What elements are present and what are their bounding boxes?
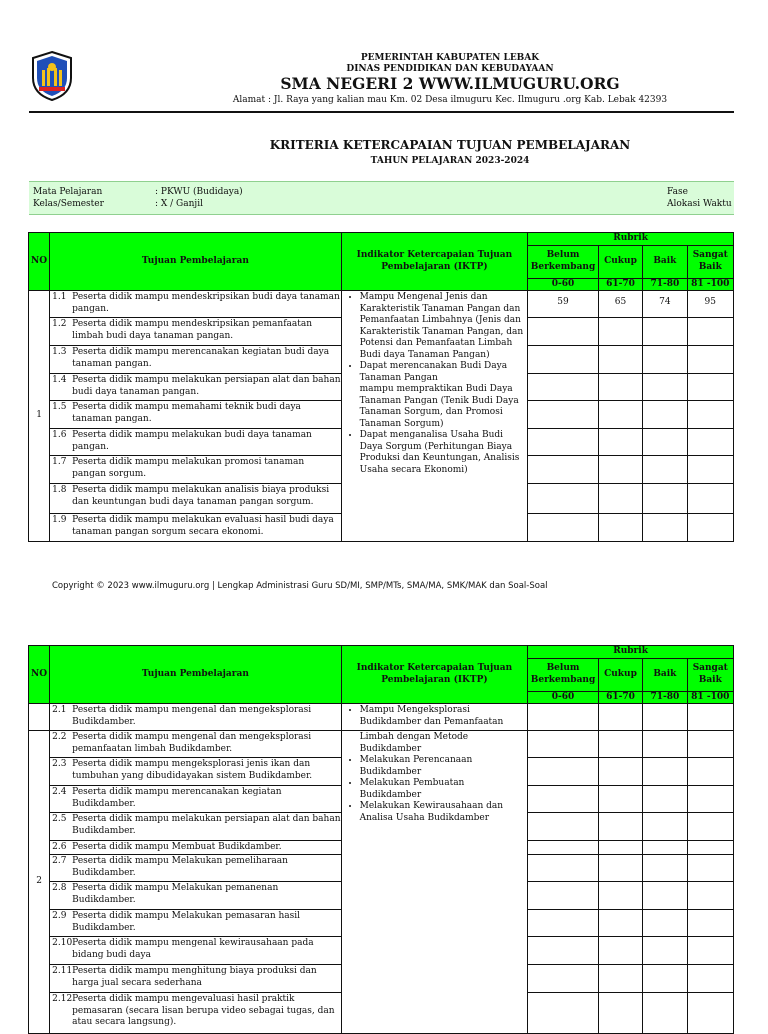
score-cell xyxy=(687,731,733,758)
score-cell xyxy=(687,882,733,910)
objective-cell xyxy=(50,993,341,1034)
score-cell xyxy=(598,937,642,965)
score-cell xyxy=(643,910,687,937)
header-baik: Baik xyxy=(643,245,687,278)
objective-text: Peserta didik mampu mengenal dan mengeksplorasi pemanfaatan limbah Budikdamber. xyxy=(72,732,312,754)
objective-text: Peserta didik mampu melakukan persiapan alat dan bahan Budikdamber. xyxy=(72,814,341,836)
table-row xyxy=(29,731,734,758)
range-cukup: 61-70 xyxy=(598,278,642,291)
objective-text: Peserta didik mampu mendeskripsikan pemanfaatan limbah budi daya tanaman pangan. xyxy=(72,319,313,341)
score-cell xyxy=(528,965,599,993)
criteria-table-1 xyxy=(28,232,734,542)
objective-number: 2.10 xyxy=(52,938,73,948)
objective-cell xyxy=(50,318,341,346)
score-cell xyxy=(643,514,687,542)
score-cell xyxy=(598,456,642,484)
objective-cell xyxy=(50,965,341,993)
score-cell xyxy=(598,993,642,1034)
score-cell xyxy=(528,456,599,484)
objective-number: 2.12 xyxy=(52,994,73,1004)
score-cell xyxy=(687,401,733,429)
objective-text: Peserta didik mampu merencanakan kegiatan Budikdamber. xyxy=(72,787,282,809)
copyright-footer: Copyright © 2023 www.ilmuguru.org | Lengkap Administrasi Guru SD/MI, SMP/MTs, SMA/MA, SMK/MAK dan Soal-Soal xyxy=(52,581,548,591)
objective-text: Peserta didik mampu Melakukan pemeliharaan Budikdamber. xyxy=(72,856,288,878)
score-cell xyxy=(598,704,642,731)
score-cell xyxy=(528,882,599,910)
score-cell xyxy=(687,346,733,374)
criteria-table-2 xyxy=(28,645,734,1034)
range-belum: 0-60 xyxy=(528,691,599,704)
score-cell xyxy=(687,786,733,813)
indicator-cell xyxy=(341,731,528,1034)
objective-cell xyxy=(50,731,341,758)
objective-number: 2.2 xyxy=(52,732,67,742)
objective-cell xyxy=(50,456,341,484)
score-cell xyxy=(643,429,687,456)
objective-text: Peserta didik mampu mengenal dan mengeksplorasi Budikdamber. xyxy=(72,705,312,727)
header-address: Alamat : Jl. Raya yang kalian mau Km. 02 Desa ilmuguru Kec. Ilmuguru .org Kab. Lebak 42393 xyxy=(232,95,668,105)
indicator-item: • Melakukan Perencanaan Budikdamber xyxy=(360,755,524,778)
score-cell xyxy=(643,401,687,429)
indicator-continuation: Limbah dengan Metode Budikdamber xyxy=(359,732,469,754)
objective-number: 2.3 xyxy=(52,759,67,769)
score-cell xyxy=(528,346,599,374)
objective-text: Peserta didik mampu melakukan budi daya tanaman pangan. xyxy=(72,430,312,452)
score-cell xyxy=(687,429,733,456)
header-cukup: Cukup xyxy=(598,245,642,278)
score-cell xyxy=(528,484,599,514)
objective-number: 2.9 xyxy=(52,911,67,921)
header-sangat: Sangat Baik xyxy=(687,245,733,278)
objective-cell xyxy=(50,429,341,456)
score-cell xyxy=(598,374,642,401)
objective-number: 2.8 xyxy=(52,883,67,893)
score-cell xyxy=(598,346,642,374)
score-cell xyxy=(598,318,642,346)
score-cell xyxy=(687,484,733,514)
objective-cell xyxy=(50,841,341,855)
score-cell xyxy=(643,841,687,855)
objective-cell xyxy=(50,882,341,910)
objective-text: Peserta didik mampu Melakukan pemanenan Budikdamber. xyxy=(72,883,279,905)
score-cell xyxy=(643,813,687,841)
score-cell xyxy=(643,484,687,514)
header-belum: Belum Berkembang xyxy=(528,245,599,278)
objective-number: 2.11 xyxy=(52,966,73,976)
objective-number: 1.5 xyxy=(52,402,67,412)
objective-text: Peserta didik mampu melakukan analisis biaya produksi dan keuntungan budi daya tanaman pangan sorgum. xyxy=(72,485,330,507)
score-cell xyxy=(643,882,687,910)
score-cell xyxy=(528,786,599,813)
score-cell xyxy=(687,514,733,542)
indicator-item: • Melakukan Pembuatan Budikdamber xyxy=(360,778,524,801)
class-value: : X / Ganjil xyxy=(155,199,203,209)
score-cell xyxy=(528,910,599,937)
objective-number: 2.4 xyxy=(52,787,67,797)
score-cell xyxy=(643,456,687,484)
score-cell xyxy=(528,841,599,855)
objective-cell xyxy=(50,374,341,401)
header-department: DINAS PENDIDIKAN DAN KEBUDAYAAN xyxy=(346,64,554,74)
phase-label: Fase xyxy=(667,187,688,197)
score-cell xyxy=(598,841,642,855)
objective-number: 2.6 xyxy=(52,842,67,852)
indicator-text: Dapat merencanakan Budi Daya Tanaman Pangan xyxy=(359,361,508,383)
score-cell xyxy=(528,731,599,758)
info-band xyxy=(29,181,734,215)
score-cell xyxy=(528,993,599,1034)
objective-number: 1.3 xyxy=(52,347,67,357)
indicator-cell xyxy=(341,704,528,731)
score-cell xyxy=(528,813,599,841)
document-subtitle: TAHUN PELAJARAN 2023-2024 xyxy=(370,156,530,166)
score-cell xyxy=(643,731,687,758)
objective-text: Peserta didik mampu melakukan persiapan alat dan bahan budi daya tanaman pangan. xyxy=(72,375,341,397)
score-belum: 59 xyxy=(528,291,599,318)
objective-cell xyxy=(50,484,341,514)
score-cell xyxy=(598,401,642,429)
score-cell xyxy=(598,910,642,937)
row-number: 2 xyxy=(29,731,50,1034)
objective-cell xyxy=(50,346,341,374)
score-cell xyxy=(643,318,687,346)
objective-cell xyxy=(50,786,341,813)
score-cell xyxy=(643,855,687,882)
objective-number: 1.8 xyxy=(52,485,67,495)
score-cell xyxy=(528,704,599,731)
row-number-empty xyxy=(29,704,50,731)
indicator-text: mampu mempraktikan Budi Daya Tanaman Pangan (Tenik Budi Daya Tanaman Sorgum, dan Promosi Tanaman Sorgum) xyxy=(359,384,519,429)
score-cell xyxy=(528,937,599,965)
objective-cell xyxy=(50,291,341,318)
score-cell xyxy=(598,514,642,542)
range-belum: 0-60 xyxy=(528,278,599,291)
objective-number: 1.7 xyxy=(52,457,67,467)
row-number: 1 xyxy=(29,291,50,542)
time-allocation-label: Alokasi Waktu xyxy=(667,199,732,209)
class-label: Kelas/Semester xyxy=(33,199,104,209)
table-row xyxy=(29,704,734,731)
score-cell xyxy=(687,855,733,882)
objective-text: Peserta didik mampu menghitung biaya produksi dan harga jual secara sederhana xyxy=(72,966,317,988)
objective-number: 1.1 xyxy=(52,292,67,302)
score-cell xyxy=(598,813,642,841)
header-divider xyxy=(29,111,734,113)
objective-text: Peserta didik mampu memahami teknik budi daya tanaman pangan. xyxy=(72,402,301,424)
score-cell xyxy=(598,786,642,813)
header-government: PEMERINTAH KABUPATEN LEBAK xyxy=(360,53,540,63)
header-sangat: Sangat Baik xyxy=(687,658,733,691)
score-cell xyxy=(687,374,733,401)
header-baik: Baik xyxy=(643,658,687,691)
score-cell xyxy=(643,346,687,374)
objective-cell xyxy=(50,401,341,429)
objective-cell xyxy=(50,910,341,937)
score-baik: 74 xyxy=(643,291,687,318)
objective-cell xyxy=(50,758,341,786)
header-no: NO xyxy=(29,646,50,704)
score-cell xyxy=(687,456,733,484)
score-cell xyxy=(528,374,599,401)
score-cell xyxy=(643,993,687,1034)
score-cell xyxy=(687,813,733,841)
objective-cell xyxy=(50,855,341,882)
objective-text: Peserta didik mampu mengenal kewirausahaan pada bidang budi daya xyxy=(72,938,314,960)
document-title: KRITERIA KETERCAPAIAN TUJUAN PEMBELAJARAN xyxy=(269,138,631,152)
header-rubrik: Rubrik xyxy=(528,646,734,659)
score-cell xyxy=(687,318,733,346)
header-school-name: SMA NEGERI 2 WWW.ILMUGURU.ORG xyxy=(280,74,620,93)
objective-text: Peserta didik mampu Melakukan pemasaran hasil Budikdamber. xyxy=(72,911,301,933)
range-sangat: 81 -100 xyxy=(687,691,733,704)
objective-number: 1.9 xyxy=(52,515,67,525)
score-sangat: 95 xyxy=(687,291,733,318)
header-indikator: Indikator Ketercapaian Tujuan Pembelajaran (IKTP) xyxy=(341,646,528,704)
header-tujuan: Tujuan Pembelajaran xyxy=(50,646,341,704)
score-cell xyxy=(598,758,642,786)
score-cell xyxy=(687,993,733,1034)
score-cell xyxy=(598,731,642,758)
range-cukup: 61-70 xyxy=(598,691,642,704)
objective-number: 2.7 xyxy=(52,856,67,866)
header-tujuan: Tujuan Pembelajaran xyxy=(50,233,341,291)
indicator-item: • Mampu Mengeksplorasi Budikdamber dan Pemanfaatan xyxy=(360,705,524,728)
objective-text: Peserta didik mampu mendeskripsikan budi daya tanaman pangan. xyxy=(72,292,340,314)
indicator-item: • Dapat menganalisa Usaha Budi Daya Sorgum (Perhitungan Biaya Produksi dan Keuntungan, Analisis Usaha secara Ekonomi) xyxy=(360,430,524,476)
objective-number: 1.4 xyxy=(52,375,67,385)
score-cell xyxy=(598,484,642,514)
score-cukup: 65 xyxy=(598,291,642,318)
objective-text: Peserta didik mampu Membuat Budikdamber. xyxy=(72,842,282,852)
score-cell xyxy=(598,965,642,993)
score-cell xyxy=(643,374,687,401)
objective-text: Peserta didik mampu melakukan evaluasi hasil budi daya tanaman pangan sorgum secara ekonomi. xyxy=(72,515,334,537)
score-cell xyxy=(528,514,599,542)
objective-number: 1.2 xyxy=(52,319,67,329)
objective-cell xyxy=(50,514,341,542)
score-cell xyxy=(528,429,599,456)
objective-cell xyxy=(50,704,341,731)
indicator-item: • Mampu Mengenal Jenis dan Karakteristik Tanaman Pangan dan Pemanfaatan Limbahnya (Jenis dan Karakteristik Tanaman Pangan, dan Potensi dan Pemanfaatan Limbah Budi daya Tanaman Pangan) xyxy=(360,292,524,361)
indicator-item xyxy=(360,361,524,430)
score-cell xyxy=(687,965,733,993)
objective-text: Peserta didik mampu merencanakan kegiatan budi daya tanaman pangan. xyxy=(72,347,330,369)
range-baik: 71-80 xyxy=(643,691,687,704)
score-cell xyxy=(687,704,733,731)
score-cell xyxy=(528,758,599,786)
objective-text: Peserta didik mampu mengevaluasi hasil praktik pemasaran (secara lisan berupa video sebagai tugas, dan atau secara langsung). xyxy=(72,994,335,1027)
score-cell xyxy=(598,855,642,882)
header-indikator: Indikator Ketercapaian Tujuan Pembelajaran (IKTP) xyxy=(341,233,528,291)
objective-number: 2.1 xyxy=(52,705,67,715)
table-row xyxy=(29,291,734,318)
subject-value: : PKWU (Budidaya) xyxy=(155,187,243,197)
score-cell xyxy=(687,841,733,855)
score-cell xyxy=(528,855,599,882)
score-cell xyxy=(643,937,687,965)
score-cell xyxy=(643,758,687,786)
objective-cell xyxy=(50,937,341,965)
indicator-cell xyxy=(341,291,528,542)
score-cell xyxy=(687,937,733,965)
header-belum: Belum Berkembang xyxy=(528,658,599,691)
header-no: NO xyxy=(29,233,50,291)
objective-text: Peserta didik mampu melakukan promosi tanaman pangan sorgum. xyxy=(72,457,305,479)
score-cell xyxy=(643,965,687,993)
header-rubrik: Rubrik xyxy=(528,233,734,246)
range-sangat: 81 -100 xyxy=(687,278,733,291)
subject-label: Mata Pelajaran xyxy=(33,187,103,197)
objective-number: 1.6 xyxy=(52,430,67,440)
score-cell xyxy=(528,401,599,429)
score-cell xyxy=(643,786,687,813)
score-cell xyxy=(598,429,642,456)
header-cukup: Cukup xyxy=(598,658,642,691)
score-cell xyxy=(687,758,733,786)
objective-text: Peserta didik mampu mengeksplorasi jenis ikan dan tumbuhan yang dibudidayakan sistem Budikdamber. xyxy=(72,759,313,781)
score-cell xyxy=(643,704,687,731)
score-cell xyxy=(687,910,733,937)
range-baik: 71-80 xyxy=(643,278,687,291)
objective-number: 2.5 xyxy=(52,814,67,824)
score-cell xyxy=(528,318,599,346)
objective-cell xyxy=(50,813,341,841)
indicator-item: • Melakukan Kewirausahaan dan Analisa Usaha Budikdamber xyxy=(360,801,524,824)
score-cell xyxy=(598,882,642,910)
